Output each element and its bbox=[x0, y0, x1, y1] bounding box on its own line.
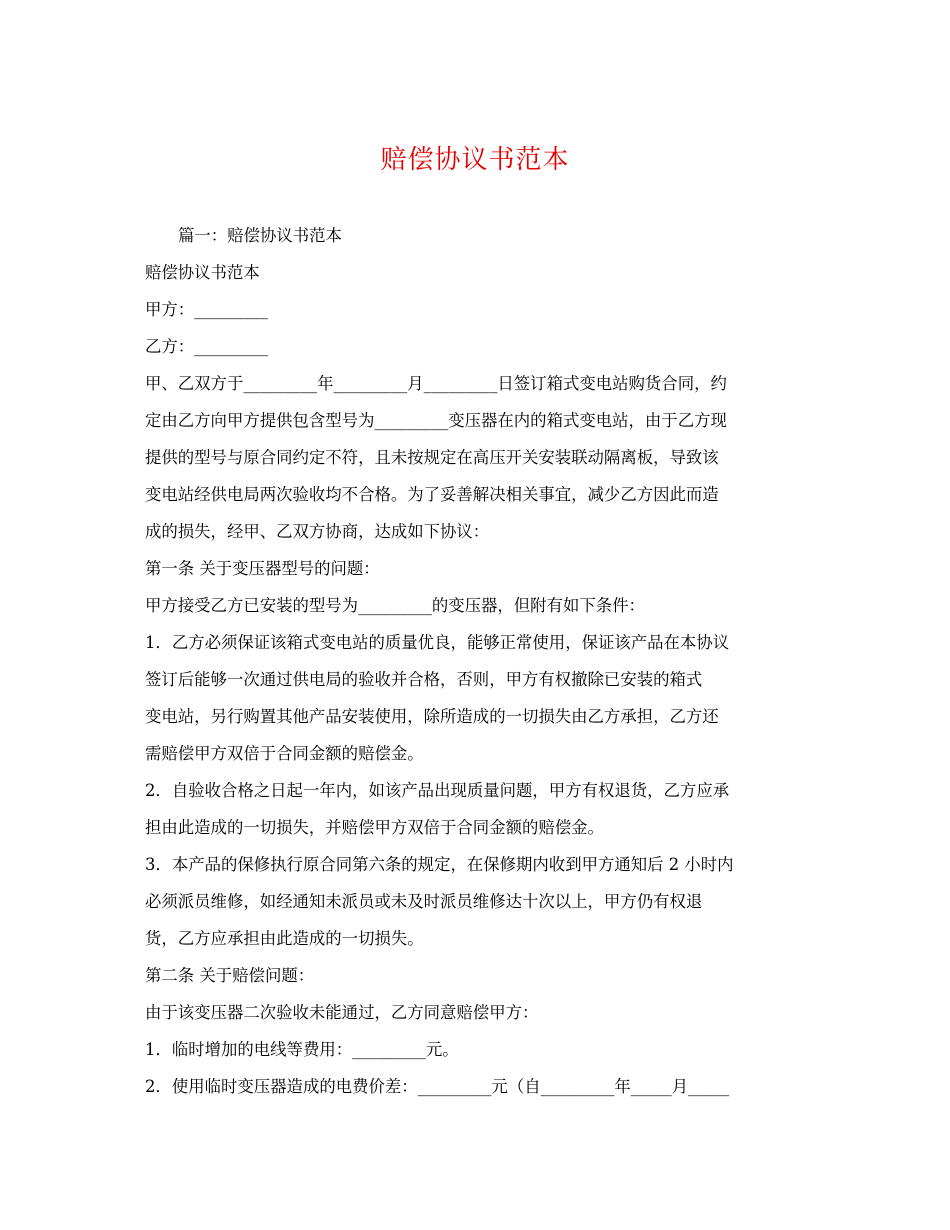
clause-line: 变电站，另行购置其他产品安装使用，除所造成的一切损失由乙方承担，乙方还 bbox=[145, 707, 719, 726]
clause-line: 3．本产品的保修执行原合同第六条的规定，在保修期内收到甲方通知后 2 小时内 bbox=[145, 855, 734, 874]
clause-line: 2．自验收合格之日起一年内，如该产品出现质量问题，甲方有权退货，乙方应承 bbox=[145, 781, 730, 800]
paragraph-line: 定由乙方向甲方提供包含型号为_________变压器在内的箱式变电站，由于乙方现 bbox=[145, 411, 727, 430]
clause-line: 担由此造成的一切损失，并赔偿甲方双倍于合同金额的赔偿金。 bbox=[145, 818, 604, 837]
article-heading: 第一条 关于变压器型号的问题： bbox=[145, 559, 380, 578]
clause-line: 货，乙方应承担由此造成的一切损失。 bbox=[145, 929, 424, 948]
clause-line: 必须派员维修，如经通知未派员或未及时派员维修达十次以上，甲方仍有权退 bbox=[145, 892, 703, 911]
clause-line: 需赔偿甲方双倍于合同金额的赔偿金。 bbox=[145, 744, 424, 763]
clause-line: 签订后能够一次通过供电局的验收并合格，否则，甲方有权撤除已安装的箱式 bbox=[145, 670, 703, 689]
clause-line: 1．乙方必须保证该箱式变电站的质量优良，能够正常使用，保证该产品在本协议 bbox=[145, 633, 730, 652]
document-title: 赔偿协议书范本 bbox=[380, 145, 570, 175]
article-heading: 第二条 关于赔偿问题： bbox=[145, 966, 315, 985]
paragraph-line: 提供的型号与原合同约定不符，且未按规定在高压开关安装联动隔离板，导致该 bbox=[145, 448, 719, 467]
paragraph-line: 由于该变压器二次验收未能通过，乙方同意赔偿甲方： bbox=[145, 1003, 539, 1022]
party-b-line: 乙方：_________ bbox=[145, 337, 268, 356]
party-a-line: 甲方：_________ bbox=[145, 300, 268, 319]
document-body bbox=[145, 217, 805, 1105]
clause-line: 2．使用临时变压器造成的电费价差：_________元（自_________年_____月_____ bbox=[145, 1077, 730, 1096]
paragraph-line: 成的损失，经甲、乙双方协商，达成如下协议： bbox=[145, 522, 490, 541]
paragraph-line: 甲、乙双方于_________年_________月_________日签订箱式变电站购货合同，约 bbox=[145, 374, 727, 393]
paragraph-line: 甲方接受乙方已安装的型号为_________的变压器，但附有如下条件： bbox=[145, 596, 645, 615]
section-heading: 篇一：赔偿协议书范本 bbox=[178, 226, 342, 245]
clause-line: 1．临时增加的电线等费用：_________元。 bbox=[145, 1040, 459, 1059]
paragraph-line: 变电站经供电局两次验收均不合格。为了妥善解决相关事宜，减少乙方因此而造 bbox=[145, 485, 719, 504]
agreement-title-line: 赔偿协议书范本 bbox=[145, 263, 260, 282]
